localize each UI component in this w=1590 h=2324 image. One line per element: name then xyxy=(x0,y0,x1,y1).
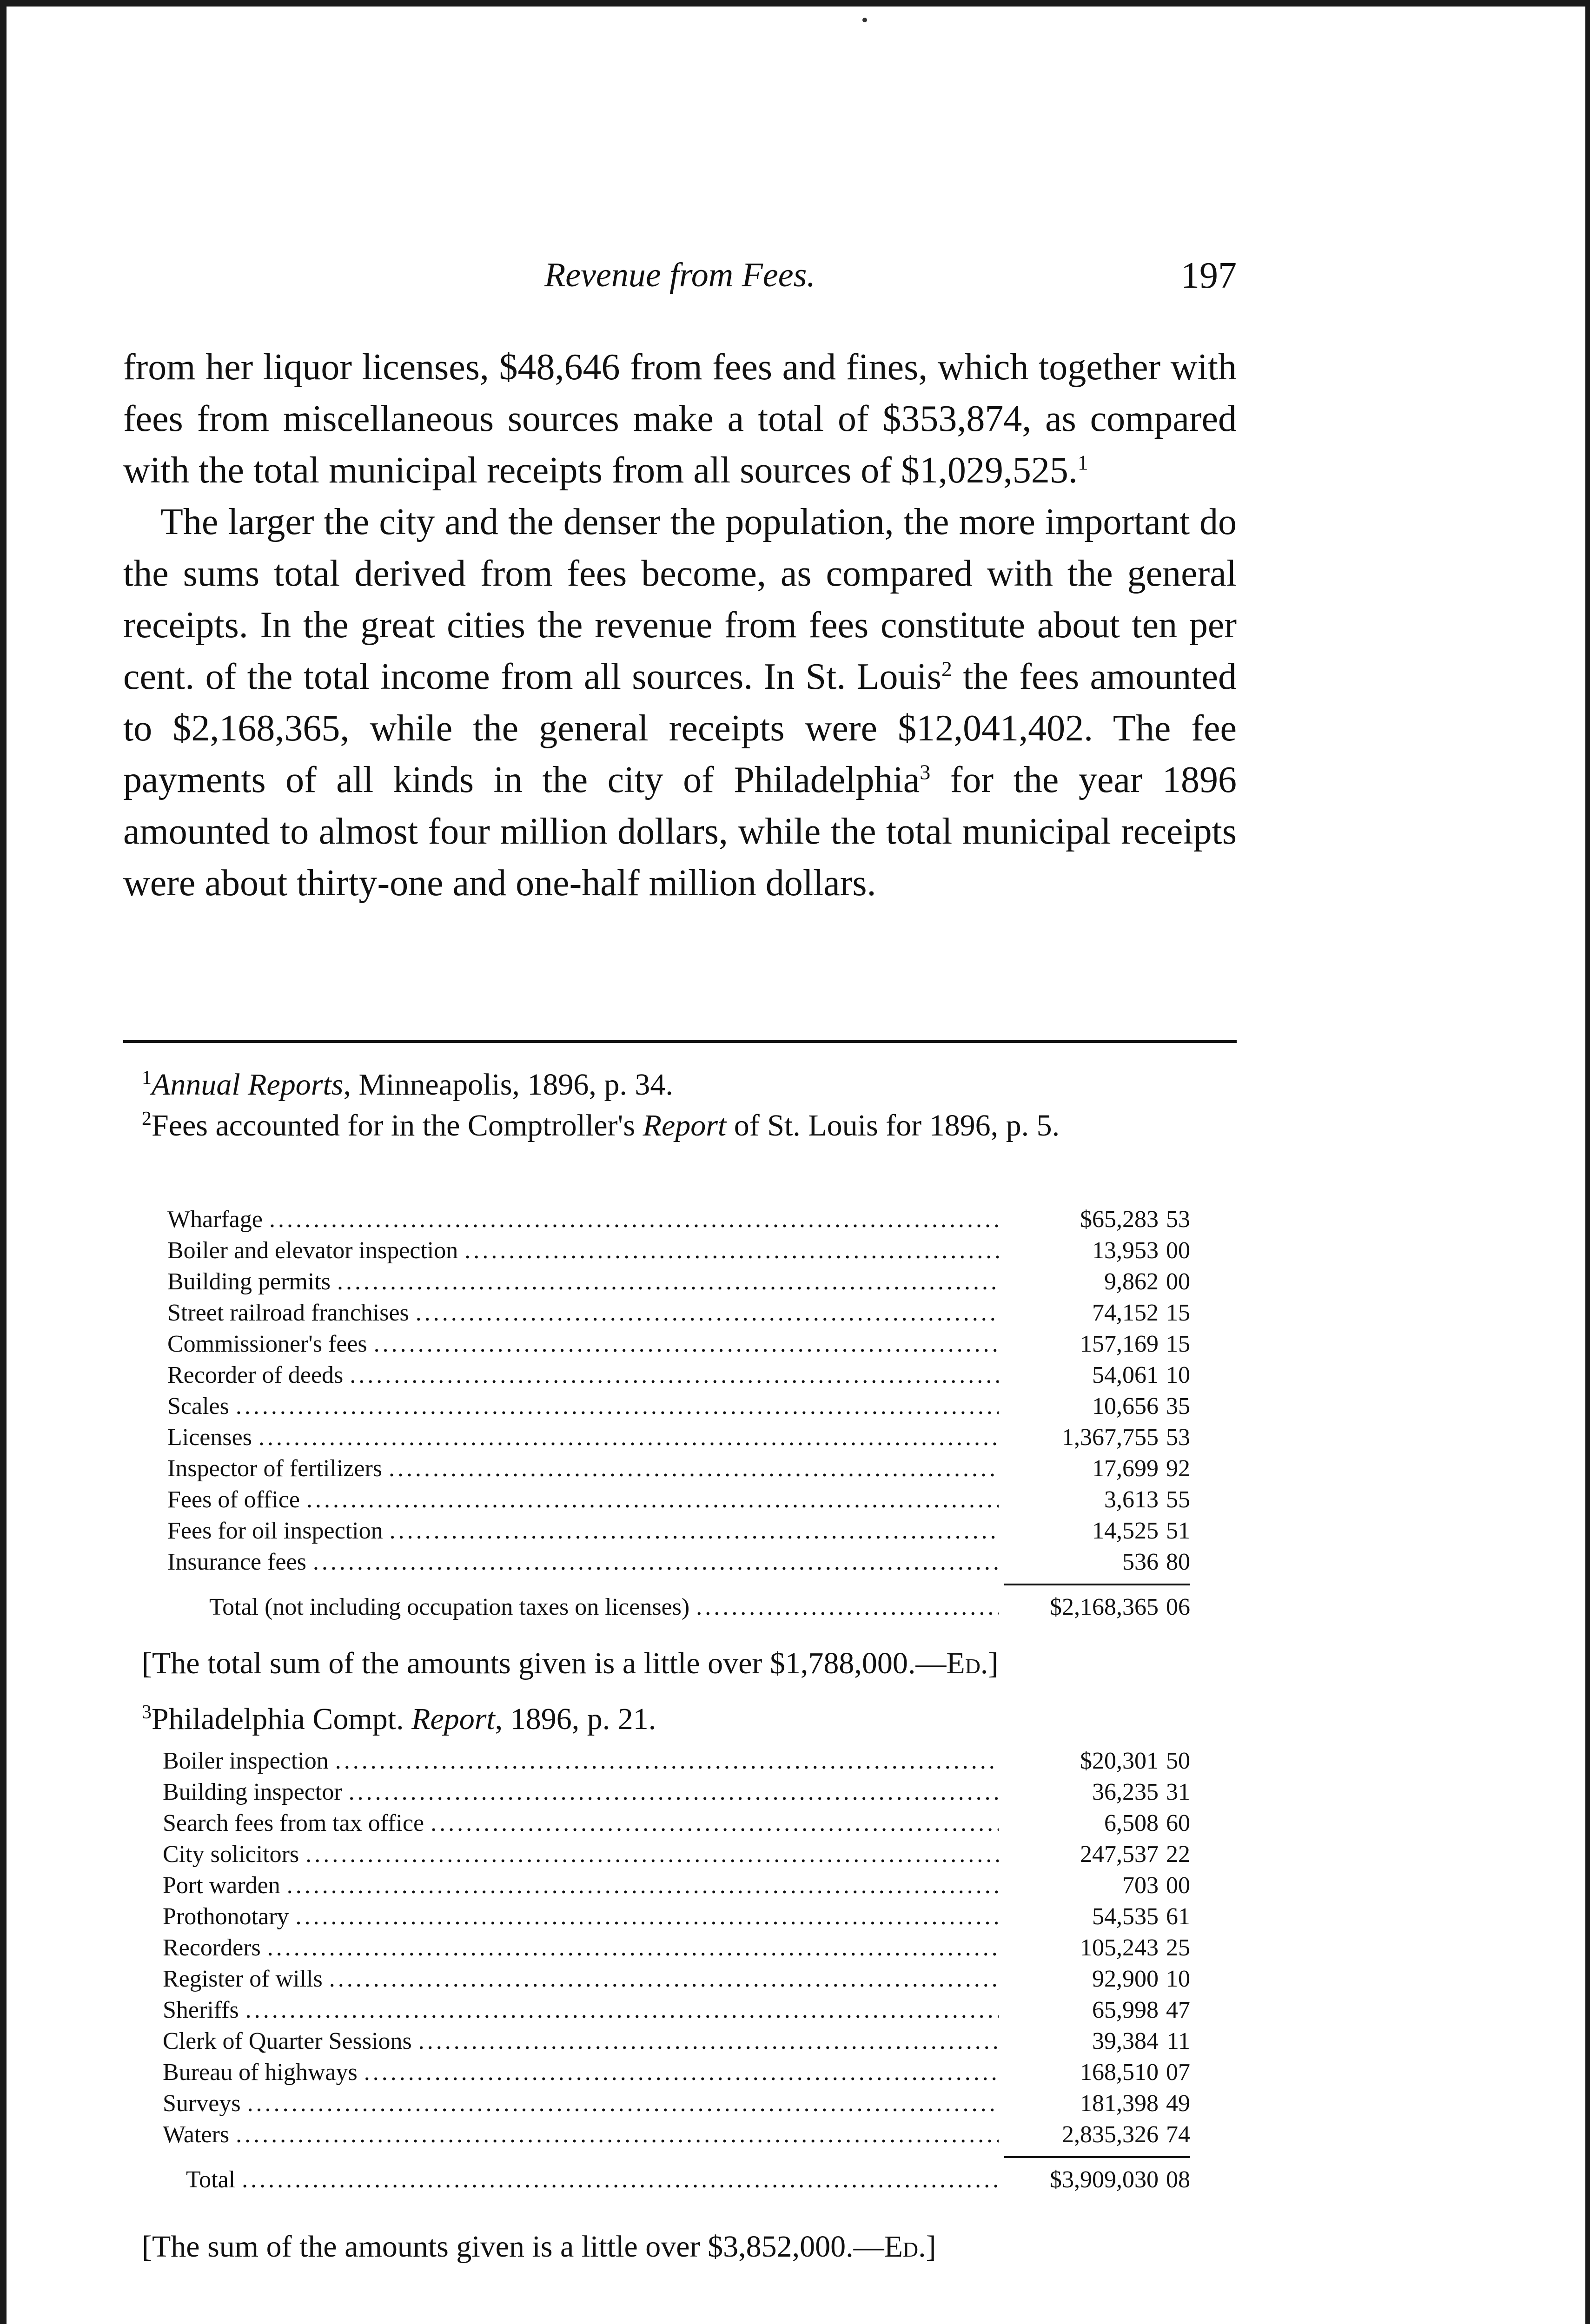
footnote-ref-2: 2 xyxy=(941,657,952,681)
philadelphia-row-amount: 6,508 xyxy=(1104,1810,1159,1836)
footnote-rule xyxy=(123,1040,1237,1043)
philadelphia-row xyxy=(163,1932,1190,1963)
philadelphia-row-amount: 2,835,326 xyxy=(1062,2121,1159,2148)
leader-dots xyxy=(418,2026,999,2057)
leader-dots xyxy=(305,1839,999,1870)
footnotes xyxy=(123,1064,1237,1146)
st-louis-row-cents: 53 xyxy=(1166,1424,1190,1451)
philadelphia-row xyxy=(163,1808,1190,1839)
footnote-1-title: Annual Reports xyxy=(152,1068,344,1102)
philadelphia-row-label: Recorders xyxy=(163,1934,261,1961)
footnote-2-number: 2 xyxy=(142,1108,152,1129)
philadelphia-row xyxy=(163,2119,1190,2150)
philadelphia-row-cents: 61 xyxy=(1166,1903,1190,1930)
st-louis-row-cents: 55 xyxy=(1166,1486,1190,1513)
philadelphia-fees-table xyxy=(163,1745,1190,2195)
leader-dots xyxy=(350,1360,999,1391)
leader-dots xyxy=(287,1870,999,1901)
st-louis-row xyxy=(167,1235,1190,1266)
st-louis-row-amount: 10,656 xyxy=(1092,1393,1159,1419)
philadelphia-total-amount: $3,909,030 xyxy=(1050,2166,1159,2193)
st-louis-editor-note xyxy=(142,1643,1237,1684)
st-louis-row-label: Inspector of fertilizers xyxy=(167,1455,383,1482)
footnote-1-number: 1 xyxy=(142,1067,152,1089)
leader-dots xyxy=(236,2119,999,2150)
philadelphia-row xyxy=(163,2026,1190,2057)
st-louis-row-amount: 3,613 xyxy=(1104,1486,1159,1513)
st-louis-row xyxy=(167,1546,1190,1578)
philadelphia-editor-note xyxy=(142,2226,1237,2267)
page-number: 197 xyxy=(1181,255,1237,296)
st-louis-row xyxy=(167,1204,1190,1235)
st-louis-row-amount: 13,953 xyxy=(1092,1237,1159,1264)
leader-dots xyxy=(247,2088,999,2119)
philadelphia-row-cents: 25 xyxy=(1166,1934,1190,1961)
st-louis-row-cents: 10 xyxy=(1166,1362,1190,1388)
philadelphia-row-cents: 22 xyxy=(1166,1841,1190,1868)
st-louis-row-amount: 17,699 xyxy=(1092,1455,1159,1482)
footnote-3-title: Report xyxy=(411,1702,495,1736)
st-louis-row xyxy=(167,1484,1190,1515)
philadelphia-row-amount: 65,998 xyxy=(1092,1997,1159,2023)
philadelphia-row xyxy=(163,1745,1190,1776)
st-louis-fees-table xyxy=(167,1204,1190,1623)
footnote-2-title: Report xyxy=(643,1109,727,1142)
st-louis-row-amount: 9,862 xyxy=(1104,1268,1159,1295)
philadelphia-row-amount: 703 xyxy=(1122,1872,1159,1899)
st-louis-row-label: Recorder of deeds xyxy=(167,1362,344,1388)
philadelphia-row-label: Port warden xyxy=(163,1872,280,1899)
philadelphia-row-cents: 11 xyxy=(1166,2028,1190,2054)
st-louis-row xyxy=(167,1453,1190,1484)
leader-dots xyxy=(364,2057,999,2088)
st-louis-row-label: Licenses xyxy=(167,1424,252,1451)
st-louis-row-cents: 15 xyxy=(1166,1331,1190,1357)
philadelphia-row xyxy=(163,1901,1190,1932)
philadelphia-row-cents: 10 xyxy=(1166,1966,1190,1992)
philadelphia-row-cents: 31 xyxy=(1166,1779,1190,1805)
st-louis-row-cents: 00 xyxy=(1166,1268,1190,1295)
philadelphia-row-label: Bureau of highways xyxy=(163,2059,358,2086)
st-louis-note-text: [The total sum of the amounts given is a little over $1,788,000.— xyxy=(142,1646,947,1680)
st-louis-row-amount: 74,152 xyxy=(1092,1300,1159,1326)
leader-dots xyxy=(306,1484,999,1515)
philadelphia-row-cents: 49 xyxy=(1166,2090,1190,2117)
st-louis-row-label: Boiler and elevator inspection xyxy=(167,1237,458,1264)
philadelphia-row-cents: 50 xyxy=(1166,1748,1190,1774)
leader-dots xyxy=(349,1776,999,1808)
philadelphia-row xyxy=(163,1776,1190,1808)
st-louis-total-amount: $2,168,365 xyxy=(1050,1594,1159,1620)
st-louis-row xyxy=(167,1266,1190,1297)
leader-dots xyxy=(431,1808,999,1839)
st-louis-row-amount: 157,169 xyxy=(1080,1331,1159,1357)
leader-dots xyxy=(296,1901,999,1932)
leader-dots xyxy=(335,1745,999,1776)
philadelphia-row-cents: 60 xyxy=(1166,1810,1190,1836)
leader-dots xyxy=(236,1391,999,1422)
philadelphia-row-amount: 105,243 xyxy=(1080,1934,1159,1961)
st-louis-row xyxy=(167,1360,1190,1391)
st-louis-row-amount: 54,061 xyxy=(1092,1362,1159,1388)
philadelphia-row-label: Building inspector xyxy=(163,1779,342,1805)
footnote-3 xyxy=(142,1699,656,1740)
st-louis-row-label: Wharfage xyxy=(167,1206,263,1233)
st-louis-row xyxy=(167,1422,1190,1453)
philadelphia-sum-rule xyxy=(163,2150,1190,2164)
philadelphia-note-text: [The sum of the amounts given is a little over $3,852,000.— xyxy=(142,2230,884,2264)
footnote-1 xyxy=(123,1064,1237,1105)
st-louis-row-label: Street railroad franchises xyxy=(167,1300,409,1326)
philadelphia-row xyxy=(163,2057,1190,2088)
st-louis-row-cents: 15 xyxy=(1166,1300,1190,1326)
st-louis-total-row xyxy=(167,1591,1190,1623)
st-louis-row-cents: 51 xyxy=(1166,1518,1190,1544)
philadelphia-row-label: Sheriffs xyxy=(163,1997,239,2023)
footnote-3-text-a: Philadelphia Compt. xyxy=(152,1702,412,1736)
leader-dots xyxy=(267,1932,999,1963)
st-louis-row-label: Scales xyxy=(167,1393,229,1419)
philadelphia-row xyxy=(163,1963,1190,1994)
leader-dots xyxy=(245,1994,999,2026)
scan-border-right xyxy=(1585,0,1590,2324)
paragraph-2-text-b: the fees amounted to $2,168,365, while the general receipts were $12,041,402. The fee payments of all kinds in the city of Philadelphia xyxy=(123,656,1237,800)
philadelphia-row-amount: 92,900 xyxy=(1092,1966,1159,1992)
st-louis-sum-rule xyxy=(167,1578,1190,1591)
footnote-2-text-b: of St. Louis for 1896, p. 5. xyxy=(726,1109,1060,1142)
st-louis-row-cents: 92 xyxy=(1166,1455,1190,1482)
footnote-2 xyxy=(123,1105,1237,1146)
philadelphia-row-amount: $20,301 xyxy=(1080,1748,1159,1774)
st-louis-row xyxy=(167,1391,1190,1422)
leader-dots xyxy=(337,1266,999,1297)
philadelphia-row-label: Boiler inspection xyxy=(163,1748,329,1774)
st-louis-row-cents: 00 xyxy=(1166,1237,1190,1264)
paragraph-2-text-a: The larger the city and the denser the population, the more important do the sums total derived from fees become, as compared with the general receipts. In the great cities the revenue from fees constitute about ten per cent. of the total income from all sources. In St. Louis xyxy=(123,502,1237,697)
paragraph-1 xyxy=(123,342,1237,496)
st-louis-note-ed: Ed. xyxy=(946,1646,988,1680)
st-louis-row-cents: 53 xyxy=(1166,1206,1190,1233)
st-louis-row xyxy=(167,1515,1190,1546)
leader-dots xyxy=(313,1546,999,1578)
philadelphia-row-amount: 181,398 xyxy=(1080,2090,1159,2117)
st-louis-row-label: Building permits xyxy=(167,1268,331,1295)
leader-dots xyxy=(390,1515,999,1546)
philadelphia-note-end: ] xyxy=(926,2230,936,2264)
body-text xyxy=(123,342,1237,909)
st-louis-rows xyxy=(167,1204,1190,1578)
philadelphia-row-label: Surveys xyxy=(163,2090,241,2117)
footnote-3-text-b: , 1896, p. 21. xyxy=(495,1702,656,1736)
footnote-1-text: , Minneapolis, 1896, p. 34. xyxy=(343,1068,673,1102)
philadelphia-row-cents: 00 xyxy=(1166,1872,1190,1899)
philadelphia-row-cents: 47 xyxy=(1166,1997,1190,2023)
philadelphia-note-ed: Ed. xyxy=(884,2230,926,2264)
scan-speck xyxy=(862,18,867,22)
philadelphia-row xyxy=(163,1839,1190,1870)
st-louis-row xyxy=(167,1328,1190,1360)
philadelphia-row-amount: 54,535 xyxy=(1092,1903,1159,1930)
philadelphia-row-cents: 07 xyxy=(1166,2059,1190,2086)
philadelphia-row-amount: 247,537 xyxy=(1080,1841,1159,1868)
leader-dots xyxy=(269,1204,999,1235)
leader-dots xyxy=(464,1235,999,1266)
st-louis-row-cents: 80 xyxy=(1166,1549,1190,1575)
st-louis-row-amount: 536 xyxy=(1122,1549,1159,1575)
scan-border-top xyxy=(0,0,1590,7)
st-louis-note-end: ] xyxy=(988,1646,999,1680)
running-head: Revenue from Fees. xyxy=(544,256,815,294)
st-louis-row-amount: 1,367,755 xyxy=(1062,1424,1159,1451)
leader-dots xyxy=(329,1963,999,1994)
philadelphia-row-cents: 74 xyxy=(1166,2121,1190,2148)
st-louis-row-label: Fees for oil inspection xyxy=(167,1518,383,1544)
st-louis-row-amount: $65,283 xyxy=(1080,1206,1159,1233)
paragraph-2-text-c: for the year 1896 amounted to almost four million dollars, while the total municipal receipts were about thirty-one and one-half million dollars. xyxy=(123,759,1237,904)
philadelphia-row-amount: 168,510 xyxy=(1080,2059,1159,2086)
philadelphia-row xyxy=(163,1994,1190,2026)
philadelphia-row-label: Prothonotary xyxy=(163,1903,289,1930)
philadelphia-row-label: Register of wills xyxy=(163,1966,323,1992)
scan-border-left xyxy=(0,0,7,2324)
footnote-2-text-a: Fees accounted for in the Comptroller's xyxy=(152,1109,643,1142)
philadelphia-row-label: Search fees from tax office xyxy=(163,1810,424,1836)
philadelphia-row-amount: 39,384 xyxy=(1092,2028,1159,2054)
philadelphia-row-label: Waters xyxy=(163,2121,230,2148)
leader-dots xyxy=(374,1328,999,1360)
page-header xyxy=(123,246,1237,307)
philadelphia-rows xyxy=(163,1745,1190,2150)
st-louis-row-cents: 35 xyxy=(1166,1393,1190,1419)
philadelphia-row xyxy=(163,2088,1190,2119)
footnote-3-number: 3 xyxy=(142,1702,152,1723)
footnote-ref-1: 1 xyxy=(1077,450,1088,475)
st-louis-row-label: Fees of office xyxy=(167,1486,300,1513)
philadelphia-row xyxy=(163,1870,1190,1901)
st-louis-total-label: Total (not including occupation taxes on licenses) xyxy=(209,1594,690,1620)
leader-dots xyxy=(416,1297,999,1328)
st-louis-row-label: Insurance fees xyxy=(167,1549,306,1575)
philadelphia-total-row xyxy=(163,2164,1190,2195)
philadelphia-total-cents: 08 xyxy=(1166,2166,1190,2193)
paragraph-2 xyxy=(123,496,1237,909)
st-louis-row-label: Commissioner's fees xyxy=(167,1331,367,1357)
philadelphia-row-amount: 36,235 xyxy=(1092,1779,1159,1805)
leader-dots xyxy=(389,1453,999,1484)
philadelphia-row-label: City solicitors xyxy=(163,1841,299,1868)
st-louis-row-amount: 14,525 xyxy=(1092,1518,1159,1544)
leader-dots xyxy=(258,1422,999,1453)
philadelphia-row-label: Clerk of Quarter Sessions xyxy=(163,2028,412,2054)
st-louis-row xyxy=(167,1297,1190,1328)
paragraph-1-text: from her liquor licenses, $48,646 from fees and fines, which together with fees from miscellaneous sources make a total of $353,874, as compared with the total municipal receipts from all sources of $1,029,525. xyxy=(123,347,1237,491)
st-louis-total-cents: 06 xyxy=(1166,1594,1190,1620)
footnote-ref-3: 3 xyxy=(920,760,931,784)
philadelphia-total-label: Total xyxy=(186,2166,236,2193)
